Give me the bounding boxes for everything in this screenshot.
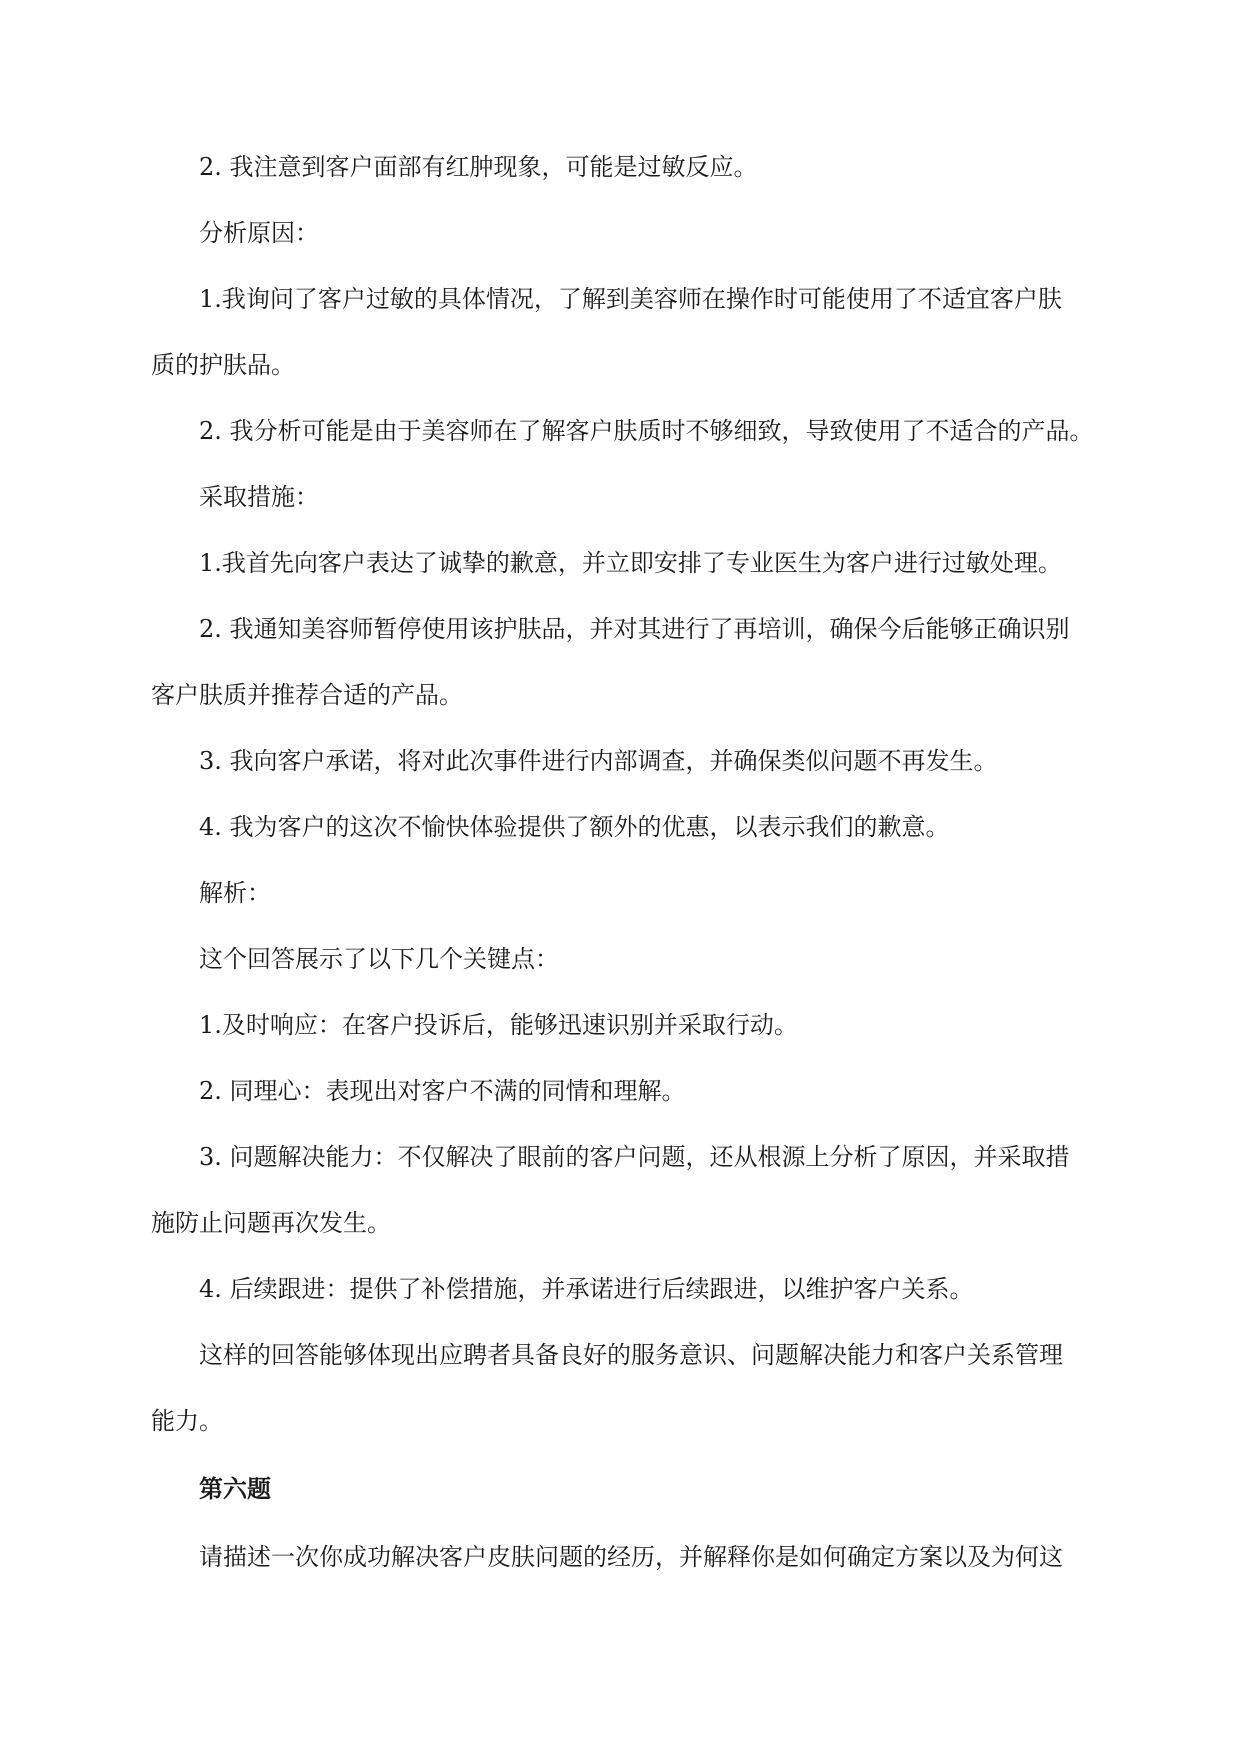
paragraph-redness-observation [151, 134, 1101, 200]
text-line: 客户肤质并推荐合适的产品。 [151, 681, 463, 709]
text-line: 1.我询问了客户过敏的具体情况，了解到美容师在操作时可能使用了不适宜客户肤 [199, 285, 1062, 313]
text-line: 2. 我分析可能是由于美容师在了解客户肤质时不够细致，导致使用了不适合的产品。 [199, 417, 1094, 445]
text-line: 施防止问题再次发生。 [151, 1209, 391, 1237]
paragraph-analysis-2 [151, 398, 1101, 464]
text-line: 3. 我向客户承诺，将对此次事件进行内部调查，并确保类似问题不再发生。 [199, 747, 998, 775]
text-line: 1.及时响应：在客户投诉后，能够迅速识别并采取行动。 [199, 1011, 798, 1039]
paragraph-key-point-1 [151, 992, 1101, 1058]
paragraph-measure-4 [151, 794, 1101, 860]
question-heading [151, 1456, 1101, 1522]
text-line: 这样的回答能够体现出应聘者具备良好的服务意识、问题解决能力和客户关系管理 [199, 1341, 1063, 1369]
text-line: 4. 我为客户的这次不愉快体验提供了额外的优惠，以表示我们的歉意。 [199, 813, 950, 841]
paragraph-measure-2 [151, 596, 1101, 728]
paragraph-summary [151, 1322, 1101, 1454]
text-line: 请描述一次你成功解决客户皮肤问题的经历，并解释你是如何确定方案以及为何这 [199, 1543, 1063, 1571]
paragraph-key-point-4 [151, 1256, 1101, 1322]
section-label-explanation [151, 860, 1101, 926]
heading-text: 第六题 [199, 1475, 271, 1503]
paragraph-question-six [151, 1524, 1101, 1590]
text-line: 2. 同理心：表现出对客户不满的同情和理解。 [199, 1077, 686, 1105]
section-label-analysis [151, 200, 1101, 266]
paragraph-key-points-intro [151, 926, 1101, 992]
paragraph-measure-3 [151, 728, 1101, 794]
text-line: 采取措施： [199, 483, 319, 511]
section-label-measures [151, 464, 1101, 530]
text-line: 分析原因： [199, 219, 319, 247]
paragraph-analysis-1 [151, 266, 1101, 398]
paragraph-key-point-2 [151, 1058, 1101, 1124]
text-line: 3. 问题解决能力：不仅解决了眼前的客户问题，还从根源上分析了原因，并采取措 [199, 1143, 1070, 1171]
paragraph-measure-1 [151, 530, 1101, 596]
text-line: 4. 后续跟进：提供了补偿措施，并承诺进行后续跟进，以维护客户关系。 [199, 1275, 974, 1303]
paragraph-key-point-3 [151, 1124, 1101, 1256]
text-line: 2. 我注意到客户面部有红肿现象，可能是过敏反应。 [199, 153, 758, 181]
text-line: 能力。 [151, 1407, 223, 1435]
text-line: 质的护肤品。 [151, 351, 295, 379]
text-line: 解析： [199, 879, 271, 907]
text-line: 1.我首先向客户表达了诚挚的歉意，并立即安排了专业医生为客户进行过敏处理。 [199, 549, 1062, 577]
text-line: 2. 我通知美容师暂停使用该护肤品，并对其进行了再培训，确保今后能够正确识别 [199, 615, 1070, 643]
text-line: 这个回答展示了以下几个关键点： [199, 945, 559, 973]
